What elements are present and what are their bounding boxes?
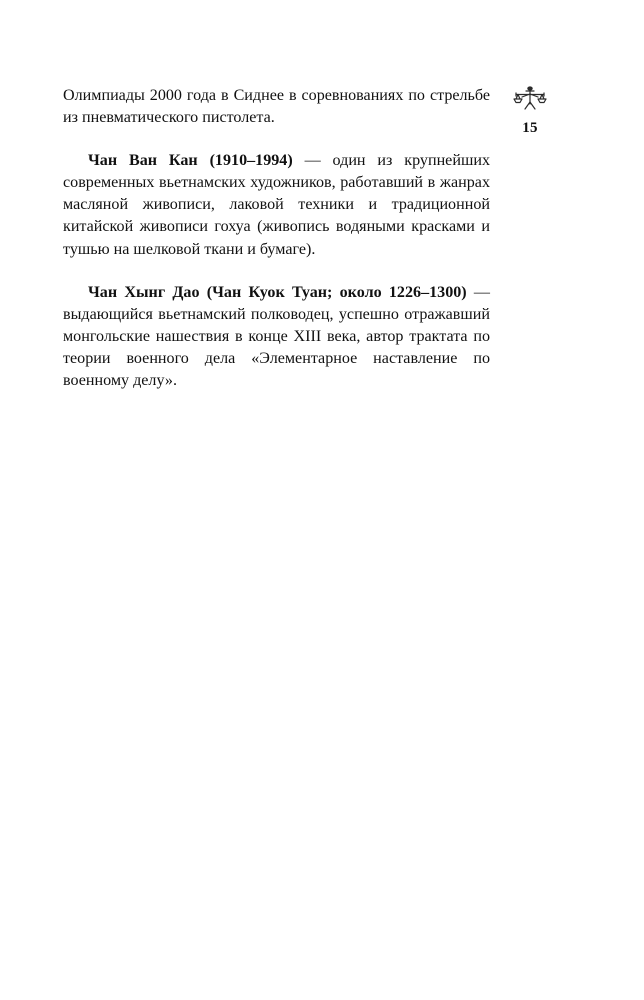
body-text-column xyxy=(63,85,490,392)
running-head xyxy=(497,82,563,136)
paragraph-text: — один из крупнейших современных вьетнамских художников, работавший в жанрах масляной живописи, лаковой техники и традиционной китайской живописи гохуа (живопись водяными красками и тушью на шелковой ткани и бумаге). xyxy=(63,152,490,258)
paragraph-text: — выдающийся вьетнамский полководец, успешно отражавший монгольские нашествия в конце XIII века, автор трактата по теории военного дела «Элементарное наставление по военному делу». xyxy=(63,283,490,390)
scales-of-justice-figure-icon xyxy=(511,82,549,114)
entry-headword: Чан Ван Кан (1910–1994) xyxy=(88,152,293,170)
entry-headword: Чан Хынг Дао (Чан Куок Туан; около 1226–1300) xyxy=(88,283,467,301)
paragraph-text: Олимпиады 2000 года в Сиднее в соревнованиях по стрельбе из пневматического пистолета. xyxy=(63,87,490,127)
paragraph-chan-hyng-dao xyxy=(63,282,490,392)
paragraph-olympiad xyxy=(63,85,490,129)
paragraph-chan-van-kan xyxy=(63,150,490,260)
page-number: 15 xyxy=(522,120,538,136)
